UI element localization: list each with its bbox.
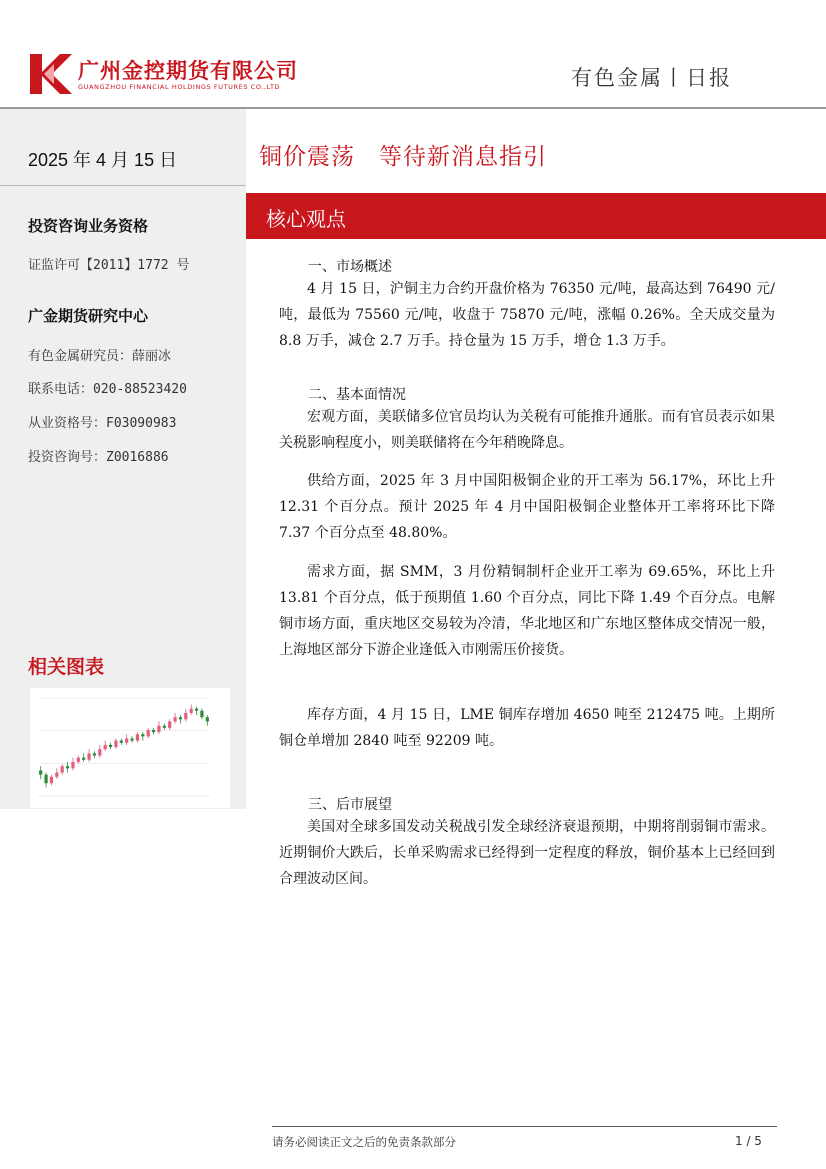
report-headline: 铜价震荡 等待新消息指引 <box>259 144 547 170</box>
candle-body <box>136 734 139 740</box>
candle-body <box>39 770 42 774</box>
candle-body <box>87 753 90 759</box>
analyst-name: 有色金属研究员：薛丽冰 <box>28 349 172 364</box>
paragraph: 需求方面，据 SMM，3 月份精铜制杆企业开工率为 69.65%，环比上升 13.81 个百分点，低于预期值 1.60 个百分点，同比下降 1.49 个百分点。电解铜市场方面，重庆地区交易较为冷清，华北地区和广东地区整体成交情况一般，上海地区部分下游企业逢低入市刚需压价接货。 <box>279 564 775 658</box>
candle-body <box>82 758 85 760</box>
paragraph: 4 月 15 日，沪铜主力合约开盘价格为 76350 元/吨，最高达到 76490 元/吨，最低为 75560 元/吨，收盘于 75870 元/吨，涨幅 0.26%。全天成交量为 8.8 万手，减仓 2.7 万手。持仓量为 15 万手，增仓 1.3 万手。 <box>279 281 775 349</box>
candle-body <box>152 730 155 732</box>
research-center-title: 广金期货研究中心 <box>28 307 149 325</box>
candle-body <box>125 738 128 742</box>
contact-phone: 联系电话：020-88523420 <box>28 382 187 397</box>
paragraph: 宏观方面，美联储多位官员均认为关税有可能推升通胀。而有官员表示如果关税影响程度小，则美联储将在今年稍晚降息。 <box>279 409 775 451</box>
k-logo-icon <box>30 54 72 94</box>
candlestick-chart <box>30 688 230 808</box>
candle-body <box>195 709 198 711</box>
paragraph: 供给方面，2025 年 3 月中国阳极铜企业的开工率为 56.17%，环比上升 12.31 个百分点。预计 2025 年 4 月中国阳极铜企业整体开工率将环比下降 7.37 个百分点至 48.80%。 <box>279 473 775 541</box>
section-heading: 二、基本面情况 <box>308 387 406 403</box>
candle-body <box>50 777 53 783</box>
page-number: 1 / 5 <box>735 1134 762 1148</box>
candle-body <box>179 717 182 719</box>
candle-body <box>77 758 80 762</box>
candle-body <box>184 713 187 719</box>
candle-body <box>147 730 150 736</box>
candle-body <box>141 734 144 736</box>
core-view-title: 核心观点 <box>266 207 346 231</box>
price-chart <box>30 688 230 808</box>
candle-body <box>104 745 107 749</box>
candle-body <box>120 741 123 743</box>
footer-divider <box>272 1126 777 1127</box>
qualification-title: 投资咨询业务资格 <box>28 217 149 235</box>
candle-body <box>168 721 171 727</box>
investment-consulting-number: 投资咨询号：Z0016886 <box>28 450 169 465</box>
license-number: 证监许可【2011】1772 号 <box>28 258 190 273</box>
candle-body <box>55 773 58 777</box>
report-date: 2025 年 4 月 15 日 <box>28 150 178 170</box>
report-type: 有色金属丨日报 <box>571 66 732 90</box>
candle-body <box>190 709 193 713</box>
candle-body <box>93 753 96 755</box>
section-heading: 三、后市展望 <box>308 797 392 813</box>
company-name: 广州金控期货有限公司 <box>78 59 298 83</box>
candle-body <box>163 726 166 728</box>
candle-body <box>157 726 160 732</box>
candle-body <box>130 738 133 740</box>
candle-body <box>66 766 69 768</box>
candle-body <box>61 766 64 772</box>
candle-body <box>173 717 176 721</box>
candle-body <box>114 741 117 747</box>
paragraph: 库存方面，4 月 15 日，LME 铜库存增加 4650 吨至 212475 吨。上期所铜仓单增加 2840 吨至 92209 吨。 <box>279 707 775 749</box>
paragraph: 美国对全球多国发动关税战引发全球经济衰退预期，中期将削弱铜市需求。近期铜价大跌后，长单采购需求已经得到一定程度的释放，铜价基本上已经回到合理波动区间。 <box>279 819 775 887</box>
practice-qualification-number: 从业资格号：F03090983 <box>28 416 177 431</box>
company-name-en: GUANGZHOU FINANCIAL HOLDINGS FUTURES CO.,LTD <box>78 83 281 91</box>
candle-body <box>206 717 209 721</box>
candle-body <box>200 711 203 717</box>
candle-body <box>71 762 74 768</box>
candle-body <box>44 775 47 784</box>
related-charts-title: 相关图表 <box>28 656 105 678</box>
sidebar-divider <box>0 185 246 186</box>
section-heading: 一、市场概述 <box>308 259 392 275</box>
candle-body <box>98 749 101 755</box>
footer-disclaimer: 请务必阅读正文之后的免责条款部分 <box>272 1135 456 1149</box>
candle-body <box>109 745 112 747</box>
